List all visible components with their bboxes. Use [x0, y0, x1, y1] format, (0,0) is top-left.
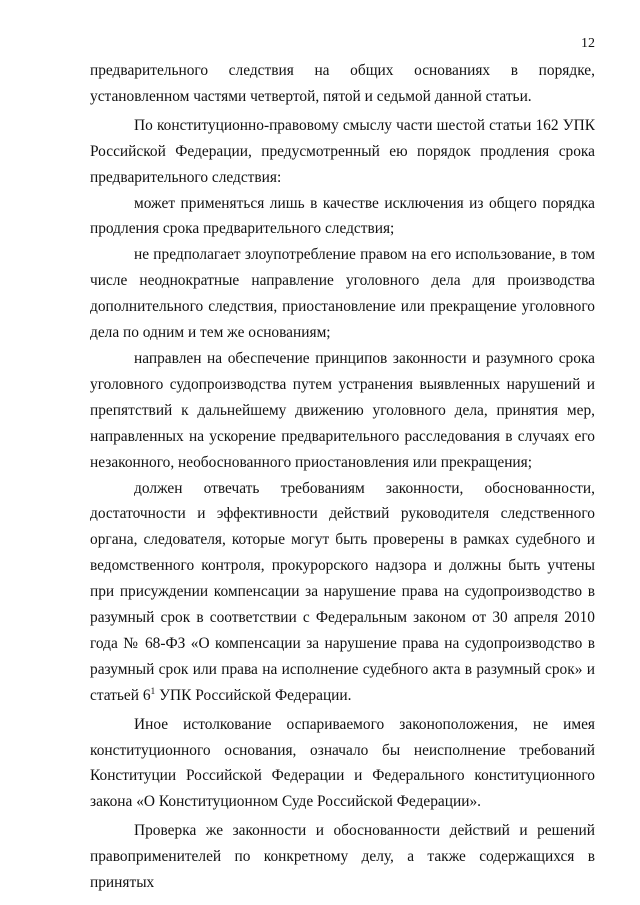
paragraph-no-abuse-clause: не предполагает злоупотребление правом на его использование, в том числе неоднократные направление уголовного дела для производства дополнительного следствия, приостановление или прекращение уголовного дела по одним и тем же основаниям; — [90, 246, 595, 342]
requirements-tail: УПК Российской Федерации. — [155, 686, 352, 704]
paragraph-requirements-clause — [90, 476, 595, 709]
article-superscript: 1 — [150, 686, 156, 697]
paragraph-constitutional-meaning: По конституционно-правовому смыслу части шестой статьи 162 УПК Российской Федерации, предусмотренный ею порядок продления срока предварительного следствия: — [90, 116, 595, 186]
page-number: 12 — [581, 36, 595, 51]
paragraph-verification: Проверка же законности и обоснованности действий и решений правоприменителей по конкретному делу, а также содержащихся в принятых — [90, 822, 595, 892]
paragraph-lawfulness-clause: направлен на обеспечение принципов законности и разумного срока уголовного судопроизводства путем устранения выявленных нарушений и препятствий к дальнейшему движению уголовного дела, принятия мер, направленных на ускорение предварительного расследования в случаях его незаконного, необоснованного приостановления или прекращения; — [90, 349, 595, 471]
paragraph-continuation: предварительного следствия на общих основаниях в порядке, установленном частями четвертой, пятой и седьмой данной статьи. — [90, 62, 595, 105]
body-text — [90, 58, 595, 896]
requirements-text: должен отвечать требованиям законности, обоснованности, достаточности и эффективности действий руководителя следственного органа, следователя, которые могут быть проверены в рамках судебного и ведомственного контроля, прокурорского надзора и должны быть учтены при присуждении компенсации за нарушение права на судопроизводство в разумный срок в соответствии с Федеральным законом от 30 апреля 2010 года № 68-ФЗ «О компенсации за нарушение права на судопроизводство в разумный срок или права на исполнение судебного акта в разумный срок» и статьей 6 — [90, 479, 595, 704]
paragraph-other-interpretation: Иное истолкование оспариваемого законоположения, не имея конституционного основания, означало бы неисполнение требований Конституции Российской Федерации и Федерального конституционного закона «О Конституционном Суде Российской Федерации». — [90, 715, 595, 811]
paragraph-exception-clause: может применяться лишь в качестве исключения из общего порядка продления срока предварительного следствия; — [90, 194, 595, 238]
